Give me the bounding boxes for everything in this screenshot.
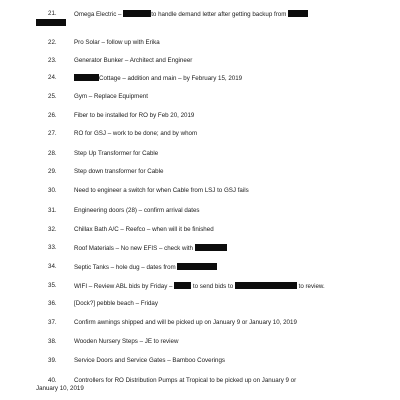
- item-text: RO for GSJ – work to be done; and by whom: [74, 130, 198, 137]
- item-text: Engineering doors (28) – confirm arrival dates: [74, 207, 200, 214]
- item-text: Gym – Replace Equipment: [74, 93, 148, 100]
- item-number: 37.: [48, 319, 57, 326]
- redaction-box: [36, 19, 66, 26]
- item-number: 35.: [48, 282, 57, 289]
- item-text-part: Roof Materials – No new EFIS – check with: [74, 245, 195, 252]
- item-text: Step down transformer for Cable: [74, 168, 164, 175]
- item-text: [74, 244, 227, 253]
- item-number: 27.: [48, 130, 57, 137]
- item-number: 21.: [48, 10, 57, 17]
- item-text: Wooden Nursery Steps – JE to review: [74, 338, 179, 345]
- redaction-box: [74, 74, 99, 81]
- redaction-box: [195, 244, 227, 251]
- item-number: 25.: [48, 93, 57, 100]
- item-text-part: Cottage – addition and main – by February 15, 2019: [99, 75, 243, 82]
- item-text-part: to review.: [296, 283, 325, 290]
- item-text-part: to send bids to: [191, 283, 235, 290]
- item-number: 28.: [48, 150, 57, 157]
- item-text: Step Up Transformer for Cable: [74, 150, 159, 157]
- item-number: 23.: [48, 57, 57, 64]
- item-text: Pro Solar – follow up with Erika: [74, 39, 160, 46]
- item-text-part: Septic Tanks – hole dug – dates from: [74, 264, 178, 271]
- item-number: 39.: [48, 357, 57, 364]
- redaction-box: [235, 282, 297, 289]
- item-text: Fiber to be installed for RO by Feb 20, 2019: [74, 112, 195, 119]
- item-text: [74, 263, 217, 272]
- item-text: Generator Bunker – Architect and Engineer: [74, 57, 193, 64]
- item-text: [74, 282, 325, 291]
- item-number: 30.: [48, 187, 57, 194]
- item-number: 40.: [48, 377, 57, 384]
- item-text: Confirm awnings shipped and will be picked up on January 9 or January 10, 2019: [74, 319, 297, 326]
- item-number: 26.: [48, 112, 57, 119]
- redaction-box: [288, 10, 308, 17]
- item-text: Service Doors and Service Gates – Bamboo Coverings: [74, 357, 225, 364]
- redaction-box: [123, 10, 151, 17]
- item-text: [Dock?] pebble beach – Friday: [74, 300, 158, 307]
- item-text: Need to engineer a switch for when Cable from LSJ to GSJ fails: [74, 187, 249, 194]
- item-text: Controllers for RO Distribution Pumps at Tropical to be picked up on January 9 or: [74, 377, 297, 384]
- item-number: 31.: [48, 207, 57, 214]
- item-text: [74, 10, 308, 19]
- item-number: 29.: [48, 168, 57, 175]
- item-number: 38.: [48, 338, 57, 345]
- item-text: Chillax Bath A/C – Reefco – when will it be finished: [74, 226, 214, 233]
- item-text: [74, 74, 242, 83]
- item-number: 22.: [48, 39, 57, 46]
- redaction-box: [174, 282, 191, 289]
- item-text-continuation: January 10, 2019: [36, 385, 84, 392]
- item-number: 34.: [48, 263, 57, 270]
- item-number: 32.: [48, 226, 57, 233]
- item-text-part: Omega Electric –: [74, 11, 124, 18]
- item-number: 36.: [48, 300, 57, 307]
- item-text-part: to handle demand letter after getting backup from: [151, 11, 289, 18]
- item-number: 33.: [48, 244, 57, 251]
- redaction-box: [177, 263, 217, 270]
- item-text-part: WIFI – Review ABL bids by Friday –: [74, 283, 175, 290]
- item-number: 24.: [48, 74, 57, 81]
